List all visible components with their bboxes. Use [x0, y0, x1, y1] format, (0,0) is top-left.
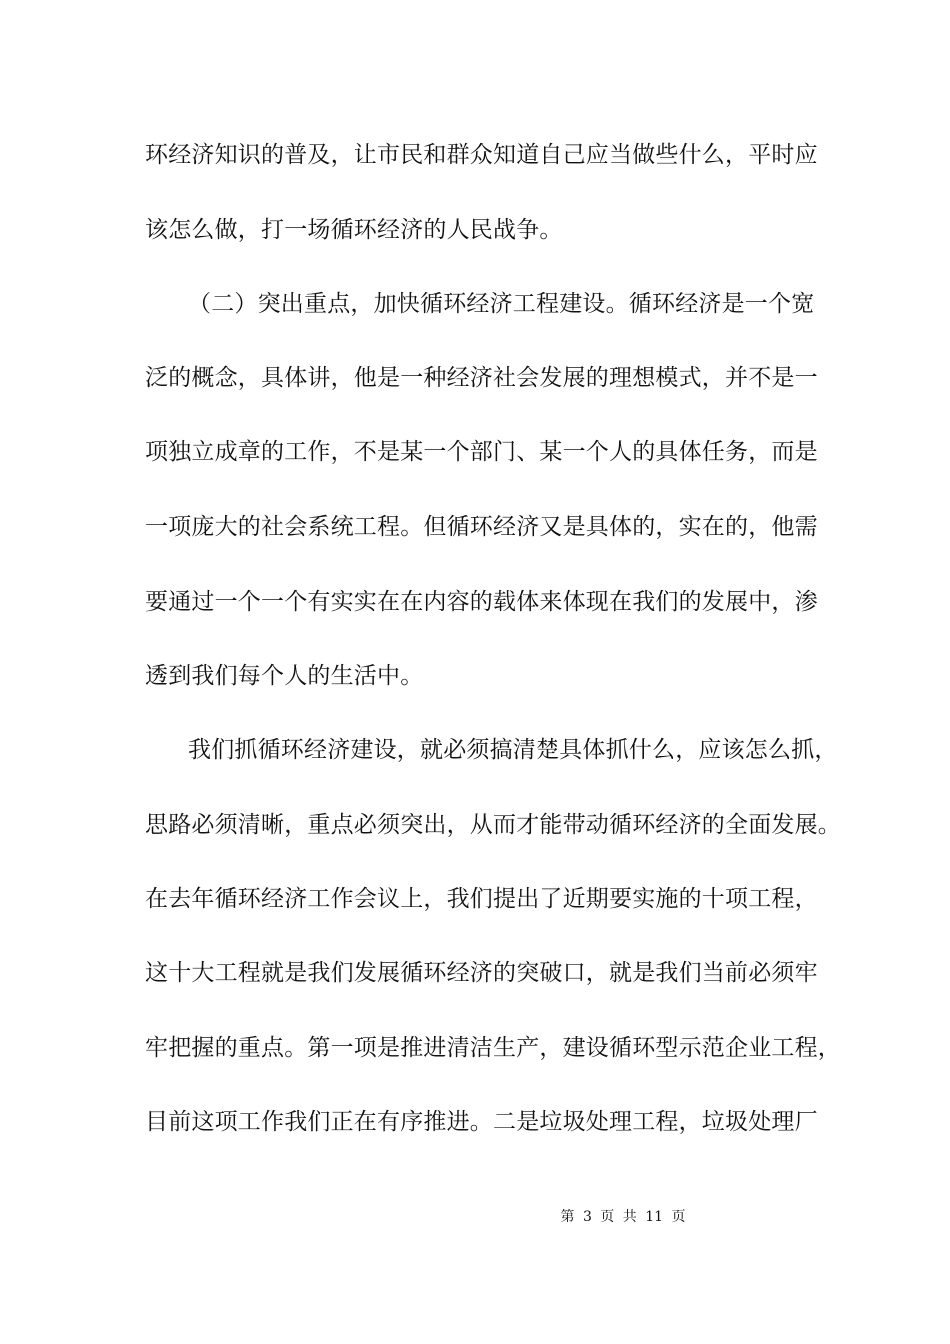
text-line-11: 在去年循环经济工作会议上，我们提出了近期要实施的十项工程，: [145, 886, 818, 912]
text-line-6: 一项庞大的社会系统工程。但循环经济又是具体的，实在的，他需: [145, 514, 818, 540]
text-line-9: 我们抓循环经济建设，就必须搞清楚具体抓什么，应该怎么抓，: [188, 737, 838, 763]
text-line-12: 这十大工程就是我们发展循环经济的突破口，就是我们当前必须牢: [145, 960, 818, 986]
text-line-1: 环经济知识的普及，让市民和群众知道自己应当做些什么，平时应: [145, 142, 818, 168]
text-line-10: 思路必须清晰，重点必须突出，从而才能带动循环经济的全面发展。: [145, 812, 841, 838]
page-number: 第 3 页 共 11 页: [560, 1209, 686, 1225]
text-line-7: 要通过一个一个有实实在在内容的载体来体现在我们的发展中，渗: [145, 589, 818, 615]
text-line-2: 该怎么做，打一场循环经济的人民战争。: [145, 217, 563, 243]
text-line-5: 项独立成章的工作，不是某一个部门、某一个人的具体任务，而是: [145, 439, 818, 465]
page-footer: [0, 1208, 950, 1226]
text-line-14: 目前这项工作我们正在有序推进。二是垃圾处理工程，垃圾处理厂: [145, 1109, 818, 1135]
text-line-13: 牢把握的重点。第一项是推进清洁生产，建设循环型示范企业工程，: [145, 1035, 841, 1061]
text-line-3: （二）突出重点，加快循环经济工程建设。循环经济是一个宽: [188, 291, 815, 317]
text-line-4: 泛的概念，具体讲，他是一种经济社会发展的理想模式，并不是一: [145, 365, 818, 391]
text-line-8: 透到我们每个人的生活中。: [145, 663, 424, 689]
